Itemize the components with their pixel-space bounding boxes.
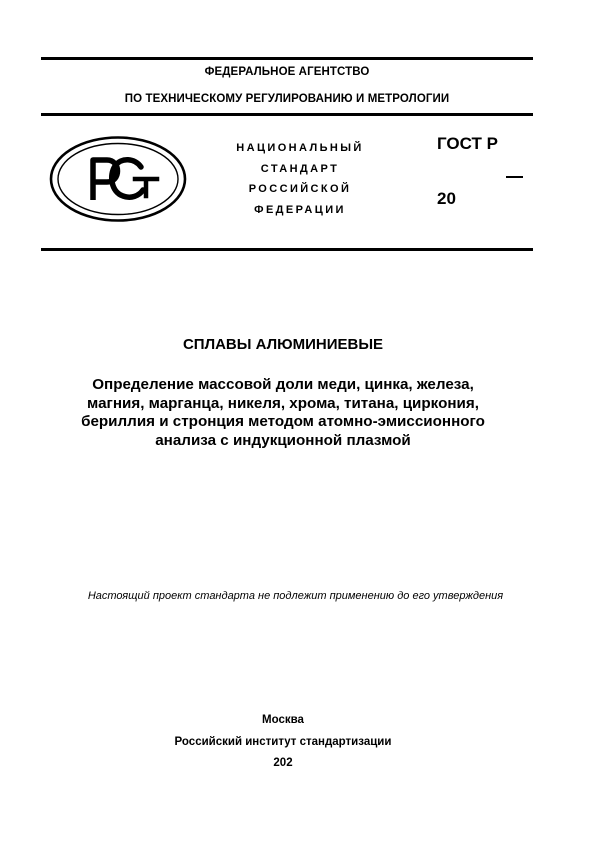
- standard-number-dash: [506, 176, 523, 178]
- draft-notice: Настоящий проект стандарта не подлежит применению до его утверждения: [87, 590, 504, 602]
- standard-code: ГОСТ Р: [437, 134, 498, 153]
- subtitle-line: магния, марганца, никеля, хрома, титана, циркония,: [87, 394, 479, 412]
- agency-line-1: ФЕДЕРАЛЬНОЕ АГЕНТСТВО: [204, 66, 370, 78]
- document-subtitle: [30, 376, 536, 450]
- subtitle-line: бериллия и стронция методом атомно-эмиссионного: [81, 413, 485, 431]
- national-standard-line-1: НАЦИОНАЛЬНЫЙ: [236, 142, 364, 154]
- footer-city: Москва: [262, 714, 304, 726]
- national-standard-line-2: СТАНДАРТ: [260, 163, 340, 175]
- agency-line-2: ПО ТЕХНИЧЕСКОМУ РЕГУЛИРОВАНИЮ И МЕТРОЛОГИИ: [124, 93, 450, 105]
- document-title: СПЛАВЫ АЛЮМИНИЕВЫЕ: [182, 336, 384, 353]
- national-standard-line-3: РОССИЙСКОЙ: [248, 183, 352, 195]
- standard-year: 20: [437, 189, 456, 208]
- header-rule: [41, 113, 533, 116]
- top-rule: [41, 57, 533, 60]
- footer-year: 202: [273, 757, 293, 769]
- national-standard-line-4: ФЕДЕРАЦИИ: [254, 204, 346, 216]
- footer-publisher: Российский институт стандартизации: [174, 736, 392, 748]
- subtitle-line: Определение массовой доли меди, цинка, железа,: [92, 376, 474, 393]
- subtitle-line: анализа с индукционной плазмой: [155, 431, 411, 449]
- designation-rule: [41, 248, 533, 251]
- rst-certification-mark-icon: [49, 136, 187, 222]
